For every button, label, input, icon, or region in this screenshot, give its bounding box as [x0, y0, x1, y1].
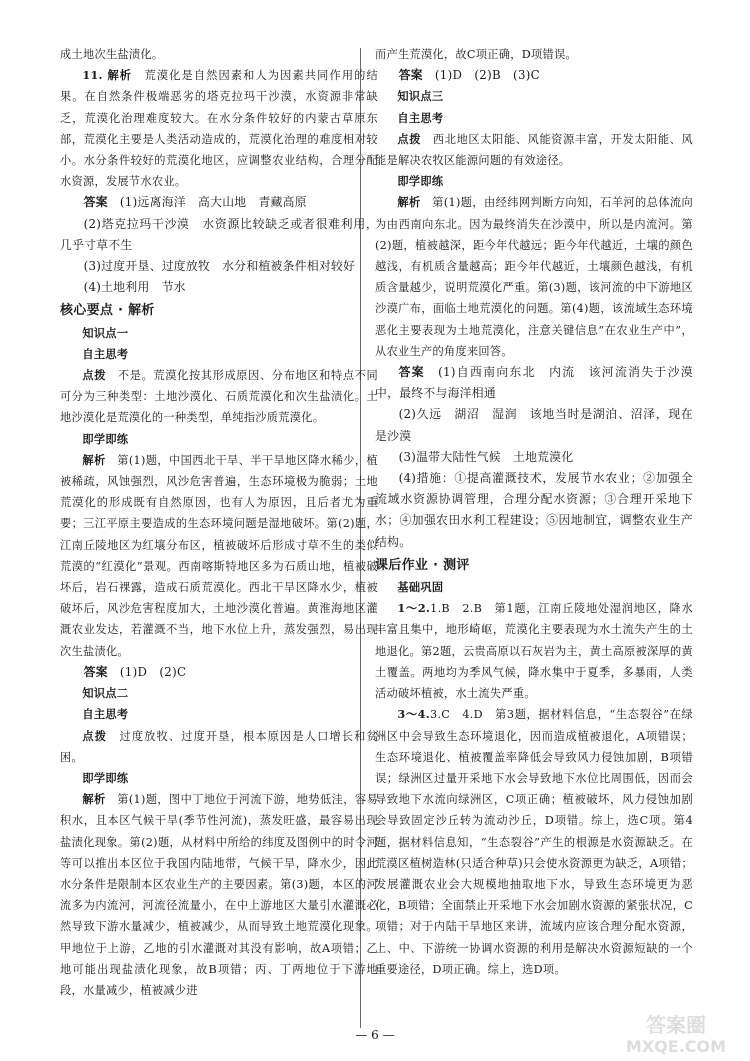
hint-label: 点拨: [82, 728, 108, 743]
practice-heading: 即学即练: [82, 771, 129, 785]
paragraph-continuation: 而产生荒漠化，故C项正确，D项错误。: [375, 48, 577, 61]
section-heading-text: 课后作业 · 测评: [375, 557, 470, 573]
practice-analysis-3: [375, 192, 693, 362]
answer-11-part-4: (4)土地利用 节水: [83, 280, 186, 295]
hint-paragraph-1: [60, 365, 378, 429]
answer-label: 答案: [398, 68, 423, 83]
paragraph-continuation: 成土地次生盐渍化。: [60, 48, 164, 61]
analysis-label: 解析: [107, 68, 133, 83]
analysis-text: 第(1)题，图中丁地位于河流下游，地势低洼，容易积水，且本区气候干旱(季节性河流)，蒸发旺盛，最容易出现盐渍化现象。第(2)题，从材料中所给的纬度及图例中的时令河等可以推出本区位于我国内陆地带，气候干旱，降水少，因此水分条件是限制本区农业生产的主要因素。第(3)题，本区的河流多为内流河，河流径流量小，在中上游地区大量引水灌溉必然导致下游水量减少，植被减少，从而导致土地荒漠化现象。甲地位于上游，乙地的引水灌溉对其没有影响，故A项错；乙地可能出现盐渍化现象，故B项错；丙、丁两地位于下游地段，水量减少，植被减少进: [60, 793, 378, 997]
analysis-label: 解析: [82, 452, 106, 467]
hint-text: 不是。荒漠化按其形成原因、分布地区和特点不同可分为三种类型：土地沙漠化、石质荒漠化和次生盐渍化。土地沙漠化是荒漠化的一种类型，单纯指沙质荒漠化。: [60, 369, 378, 425]
hint-label: 点拨: [397, 131, 422, 146]
practice-heading: 即学即练: [82, 432, 129, 446]
right-column: [375, 44, 693, 980]
answer-text: (1)远离海洋 高大山地 青藏高原: [119, 195, 307, 210]
self-thinking-heading: 自主思考: [397, 111, 444, 125]
hint-label: 点拨: [82, 368, 107, 383]
answer-11-part-2: (2)塔克拉玛干沙漠 水资源比较缺乏或者很难利用，几乎寸草不生: [60, 216, 378, 252]
answer-kp1: [60, 662, 378, 683]
practice-analysis-1: [60, 450, 378, 662]
answer-kp3-part-2: (2)久远 湖沼 湿润 该地当时是湖泊、沼泽，现在是沙漠: [375, 407, 693, 443]
knowledge-point-2: 知识点二: [82, 687, 129, 701]
watermark-logo: [612, 1010, 740, 1058]
practice-analysis-2: [60, 789, 378, 1001]
answer-kp3-part-3: (3)温带大陆性气候 土地荒漠化: [398, 449, 574, 464]
questions-1-2: [375, 598, 693, 704]
answer-label: 答案: [83, 664, 108, 679]
left-column: [60, 44, 378, 1001]
question-11-analysis: [60, 65, 378, 192]
question-text: 3.C 4.D 第3题，据材料信息，“生态裂谷”在绿洲区中会导致生态环境退化，因而造成植被退化，A项错误；生态环境退化、植被覆盖率降低会导致风力侵蚀加剧，B项错误；绿洲区过量开采地下水会导致地下水位比周围低，因而会导致地下水流向绿洲区，C项正确；植被破坏，风力侵蚀加剧会导致固定沙丘转为流动沙丘，D项错。综上，选C项。第4题，据材料信息知，“生态裂谷”产生的根源是水资源缺乏。在荒漠区植树造林(只适合种草)只会使水资源更为缺乏，A项错；发展灌溉农业会大规模地抽取地下水，导致生态环境更为恶化，B项错；全面禁止开采地下水会加剧水资源的紧张状况，C项错；对于内陆干旱地区来讲，流域内应该合理分配水资源，上、中、下游统一协调水资源的利用是解决水资源短缺的一个重要途径，D项正确。综上，选D项。: [375, 708, 693, 976]
analysis-label: 解析: [82, 792, 106, 807]
hint-paragraph-3: [375, 129, 693, 171]
question-number: 1～2.: [397, 601, 431, 616]
answer-text: (1)D (2)C: [119, 664, 187, 679]
watermark-text-1: 答案圈: [646, 1013, 706, 1037]
question-text: 1.B 2.B 第1题，江南丘陵地处湿润地区，降水丰富且集中，地形崎岖，荒漠化主要表现为水土流失产生的土地退化。第2题，云贵高原以石灰岩为主，黄土高原被深厚的黄土覆盖。两地均为季风气候，降水集中于夏季，多暴雨，人类活动破坏植被，水土流失严重。: [375, 602, 693, 701]
self-thinking-heading: 自主思考: [82, 708, 129, 722]
answer-text: (1)自西南向东北 内流 该河流消失于沙漠中，最终不与海洋相通: [375, 365, 693, 401]
answer-kp2: [375, 65, 693, 86]
answer-label: 答案: [398, 365, 425, 380]
hint-text: 过度放牧、过度开垦，根本原因是人口增长和贫困。: [60, 729, 378, 764]
question-number: 11.: [82, 68, 103, 83]
answer-kp3-part-4: (4)措施：①提高灌溉技术，发展节水农业；②加强全流域水资源协调管理，合理分配水资源；③合理开采地下水；④加强农田水利工程建设；⑤因地制宜，调整农业生产结构。: [375, 471, 693, 549]
questions-3-4: [375, 704, 693, 980]
answer-text: (1)D (2)B (3)C: [434, 68, 540, 83]
watermark-text-2: MXQE.COM: [625, 1037, 727, 1056]
answer-11-part-1: [60, 192, 378, 213]
question-number: 3～4.: [397, 707, 430, 722]
answer-11-part-3: (3)过度开垦、过度放牧 水分和植被条件相对较好: [83, 259, 356, 274]
basic-consolidation-heading: 基础巩固: [397, 581, 444, 595]
section-heading-core: 核心要点 · 解析: [60, 303, 155, 319]
knowledge-point-1: 知识点一: [82, 326, 129, 340]
self-thinking-heading: 自主思考: [82, 347, 129, 361]
hint-text: 西北地区太阳能、风能资源丰富，开发太阳能、风能是解决农牧区能源问题的有效途径。: [375, 132, 693, 168]
answer-kp3-part-1: [375, 362, 693, 404]
analysis-text: 第(1)题，中国西北干旱、半干旱地区降水稀少，植被稀疏，风蚀强烈，风沙危害普遍，生态环境极为脆弱；土地荒漠化的形成既有自然原因，也有人为原因，且后者尤为重要；三江平原主要造成的生态环境问题是湿地破坏。第(2)题，江南丘陵地区为红壤分布区，植被破坏后形成寸草不生的类似荒漠的“红漠化”景观。西南喀斯特地区多为石质山地，植被破坏后，岩石裸露，造成石质荒漠化。西北干旱区降水少，植被破坏后，风沙危害程度加大，土地沙漠化普遍。黄淮海地区灌溉农业发达，若灌溉不当，地下水位上升，蒸发强烈，易出现次生盐渍化。: [60, 453, 378, 658]
answer-label: 答案: [83, 195, 108, 210]
page-number: — 6 —: [355, 1028, 395, 1042]
practice-heading: 即学即练: [397, 175, 444, 189]
section-heading-homework: [375, 555, 693, 576]
hint-paragraph-2: [60, 726, 378, 768]
knowledge-point-3: 知识点三: [397, 90, 444, 104]
analysis-text: 第(1)题，由经纬网判断方向知，石羊河的总体流向为由西南向东北。因为最终消失在沙漠中，所以是内流河。第(2)题，植被越深，距今年代越远；距今年代越近，土壤的颜色越浅，有机质含量越高；距今年代越近，土壤颜色越浅，有机质含量越少，说明荒漠化严重。第(3)题，该河流的中下游地区沙漠广布，面临土地荒漠化的问题。第(4)题，该流域生态环境恶化主要表现为土地荒漠化，注意关键信息“在农业生产中”，从农业生产的角度来回答。: [375, 196, 693, 358]
analysis-text: 荒漠化是自然因素和人为因素共同作用的结果。在自然条件极端恶劣的塔克拉玛干沙漠，水资源非常缺乏，荒漠化治理难度较大。在水分条件较好的内蒙古草原东部，荒漠化主要是人类活动造成的，荒漠化治理的难度相对较小。水分条件较好的荒漠化地区，应调整农业结构，合理分配水资源，发展节水农业。: [60, 69, 378, 189]
analysis-label: 解析: [397, 195, 421, 210]
